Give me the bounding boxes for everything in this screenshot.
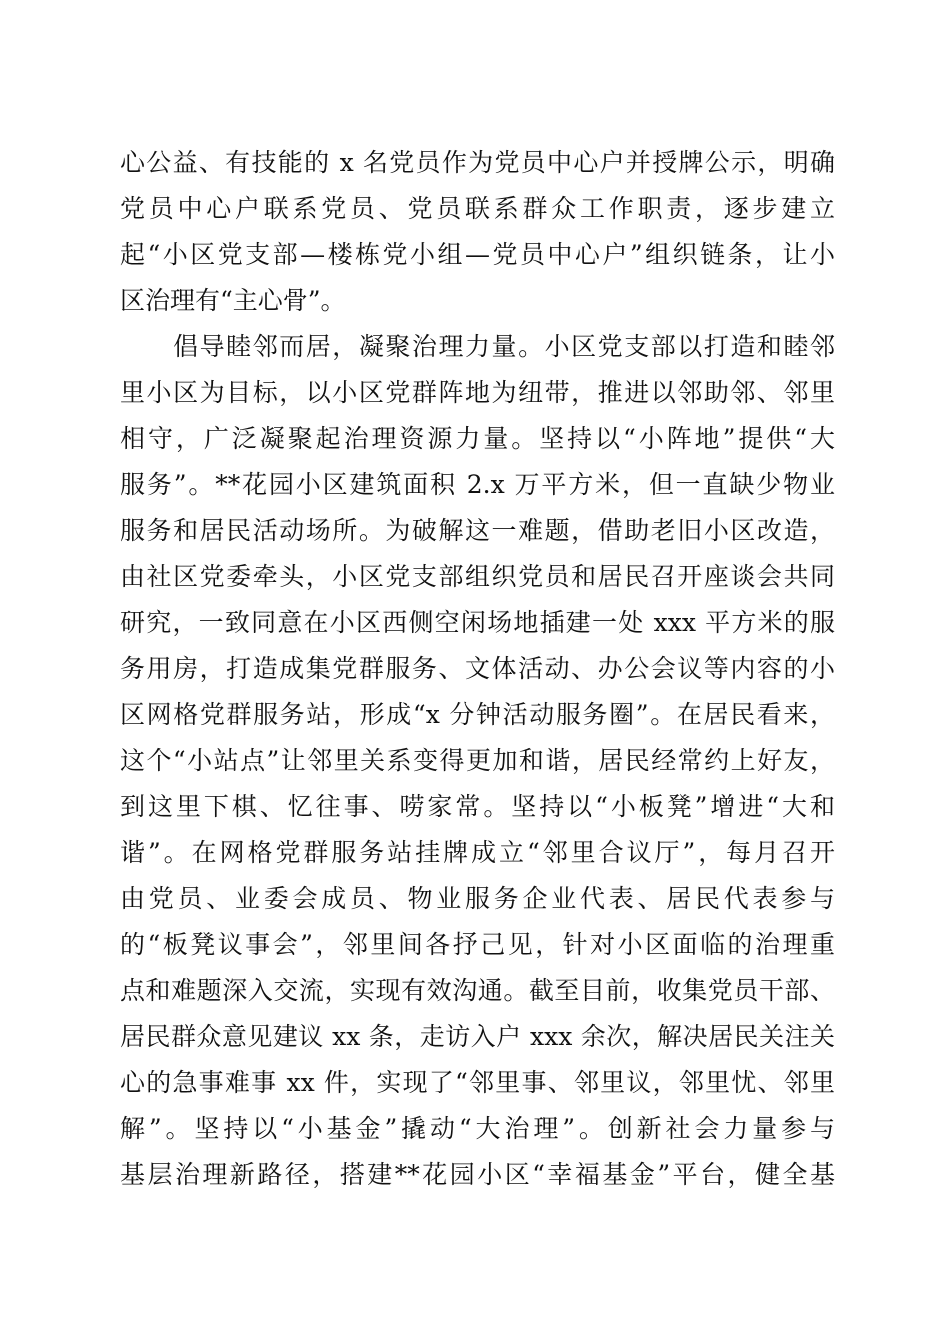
text-line: 这个“小站点”让邻里关系变得更加和谐，居民经常约上好友，	[120, 746, 835, 775]
text-line: 区网格党群服务站，形成“x 分钟活动服务圈”。在居民看来，	[120, 700, 835, 729]
text-line: 到这里下棋、忆往事、唠家常。坚持以“小板凳”增进“大和	[120, 792, 835, 821]
text-line: 居民群众意见建议 xx 条，走访入户 xxx 余次，解决居民关注关	[120, 1022, 835, 1051]
text-line: 起“小区党支部—楼栋党小组—党员中心户”组织链条，让小	[120, 240, 835, 269]
body-text	[120, 140, 835, 1198]
text-line: 里小区为目标，以小区党群阵地为纽带，推进以邻助邻、邻里	[120, 378, 835, 407]
text-line: 由党员、业委会成员、物业服务企业代表、居民代表参与	[120, 884, 835, 913]
text-line: 解”。坚持以“小基金”撬动“大治理”。创新社会力量参与	[120, 1114, 835, 1143]
text-line: 心的急事难事 xx 件，实现了“邻里事、邻里议，邻里忧、邻里	[120, 1068, 835, 1097]
text-line: 心公益、有技能的 x 名党员作为党员中心户并授牌公示，明确	[120, 148, 835, 177]
text-line: 由社区党委牵头，小区党支部组织党员和居民召开座谈会共同	[120, 562, 835, 591]
text-line: 的“板凳议事会”，邻里间各抒己见，针对小区面临的治理重	[120, 930, 835, 959]
text-line: 基层治理新路径，搭建**花园小区“幸福基金”平台，健全基	[120, 1160, 835, 1189]
text-line: 谐”。在网格党群服务站挂牌成立“邻里合议厅”，每月召开	[120, 838, 835, 867]
text-line: 倡导睦邻而居，凝聚治理力量。小区党支部以打造和睦邻	[120, 332, 835, 361]
text-line: 务用房，打造成集党群服务、文体活动、办公会议等内容的小	[120, 654, 835, 683]
text-line: 党员中心户联系党员、党员联系群众工作职责，逐步建立	[120, 194, 835, 223]
text-line: 研究，一致同意在小区西侧空闲场地插建一处 xxx 平方米的服	[120, 608, 835, 637]
text-line: 服务”。**花园小区建筑面积 2.x 万平方米，但一直缺少物业	[120, 470, 835, 499]
text-line: 区治理有“主心骨”。	[120, 286, 346, 315]
text-line: 点和难题深入交流，实现有效沟通。截至目前，收集党员干部、	[120, 976, 835, 1005]
text-line: 服务和居民活动场所。为破解这一难题，借助老旧小区改造，	[120, 516, 835, 545]
text-line: 相守，广泛凝聚起治理资源力量。坚持以“小阵地”提供“大	[120, 424, 835, 453]
